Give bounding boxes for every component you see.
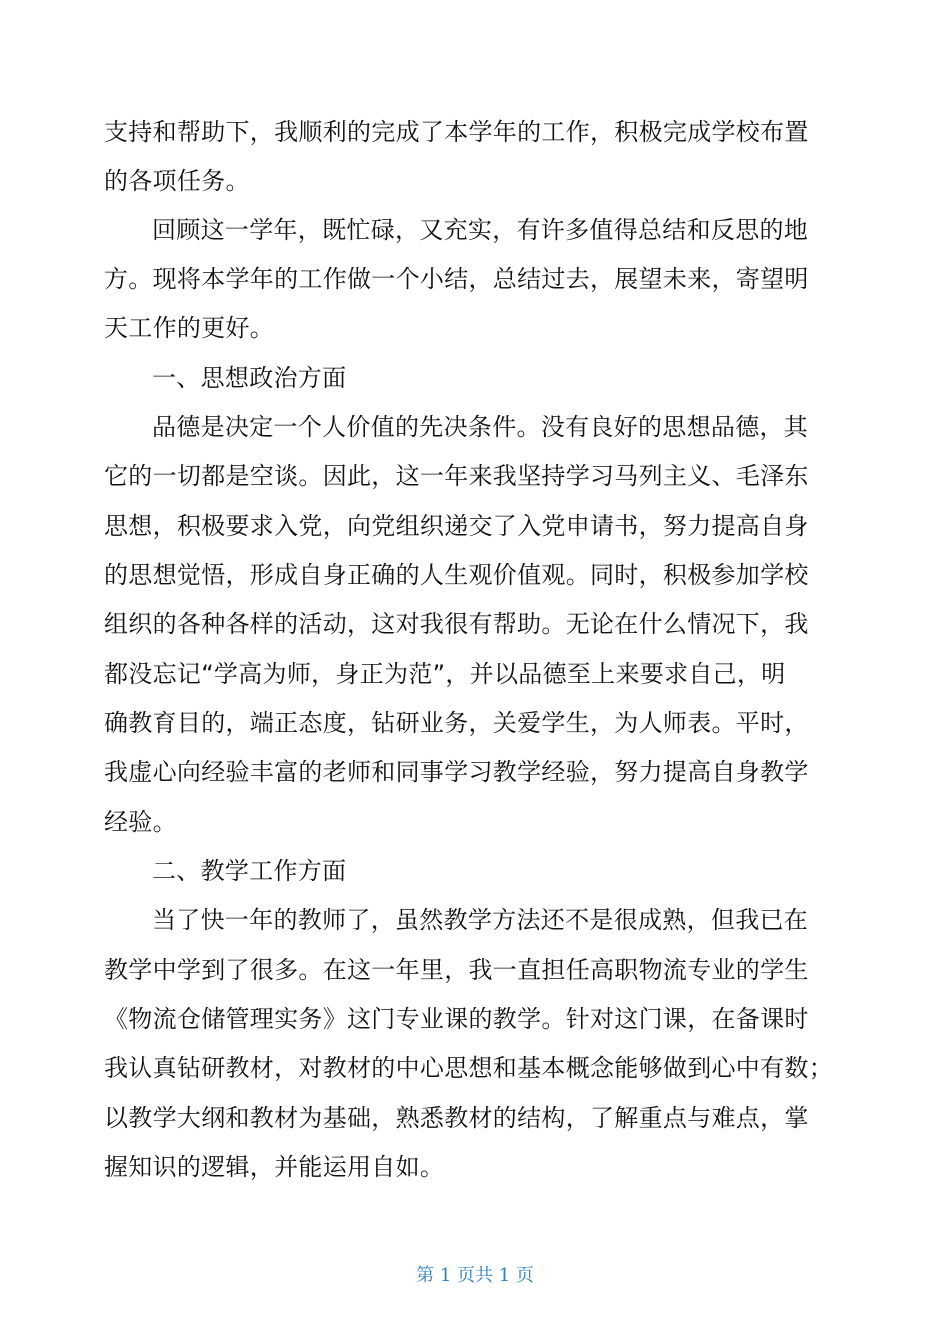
paragraph-line: 我虚心向经验丰富的老师和同事学习教学经验，努力提高自身教学 (104, 758, 809, 786)
paragraph-line: 天工作的更好。 (104, 314, 275, 342)
page-number-footer: 第 1 页共 1 页 (416, 1265, 534, 1286)
paragraph-line: 确教育目的，端正态度，钻研业务，关爱学生，为人师表。平时， (104, 709, 809, 737)
paragraph-line: 组织的各种各样的活动，这对我很有帮助。无论在什么情况下，我 (104, 610, 809, 638)
paragraph-line: 经验。 (104, 808, 177, 836)
paragraph-line: 思想，积极要求入党，向党组织递交了入党申请书，努力提高自身 (104, 512, 809, 540)
paragraph-line: 《物流仓储管理实务》这门专业课的教学。针对这门课，在备课时 (104, 1005, 809, 1033)
paragraph-line: 我认真钻研教材，对教材的中心思想和基本概念能够做到心中有数； (104, 1054, 833, 1082)
paragraph-line: 方。现将本学年的工作做一个小结，总结过去，展望未来，寄望明 (104, 265, 809, 293)
paragraph-line: 支持和帮助下，我顺利的完成了本学年的工作，积极完成学校布置 (104, 118, 809, 146)
paragraph-line: 当了快一年的教师了，虽然教学方法还不是很成熟，但我已在 (152, 906, 809, 934)
paragraph-line: 都没忘记“学高为师，身正为范”，并以品德至上来要求自己，明 (104, 660, 786, 688)
paragraph-line: 以教学大纲和教材为基础，熟悉教材的结构，了解重点与难点，掌 (104, 1104, 809, 1132)
paragraph-line: 回顾这一学年，既忙碌，又充实，有许多值得总结和反思的地 (152, 216, 809, 244)
paragraph-line: 的各项任务。 (104, 167, 250, 195)
section-heading: 一、思想政治方面 (152, 364, 347, 392)
paragraph-line: 的思想觉悟，形成自身正确的人生观价值观。同时，积极参加学校 (104, 561, 809, 589)
paragraph-line: 它的一切都是空谈。因此，这一年来我坚持学习马列主义、毛泽东 (104, 462, 809, 490)
section-heading: 二、教学工作方面 (152, 857, 347, 885)
paragraph-line: 品德是决定一个人价值的先决条件。没有良好的思想品德，其 (152, 413, 809, 441)
paragraph-line: 教学中学到了很多。在这一年里，我一直担任高职物流专业的学生 (104, 956, 809, 984)
paragraph-line: 握知识的逻辑，并能运用自如。 (104, 1153, 445, 1181)
